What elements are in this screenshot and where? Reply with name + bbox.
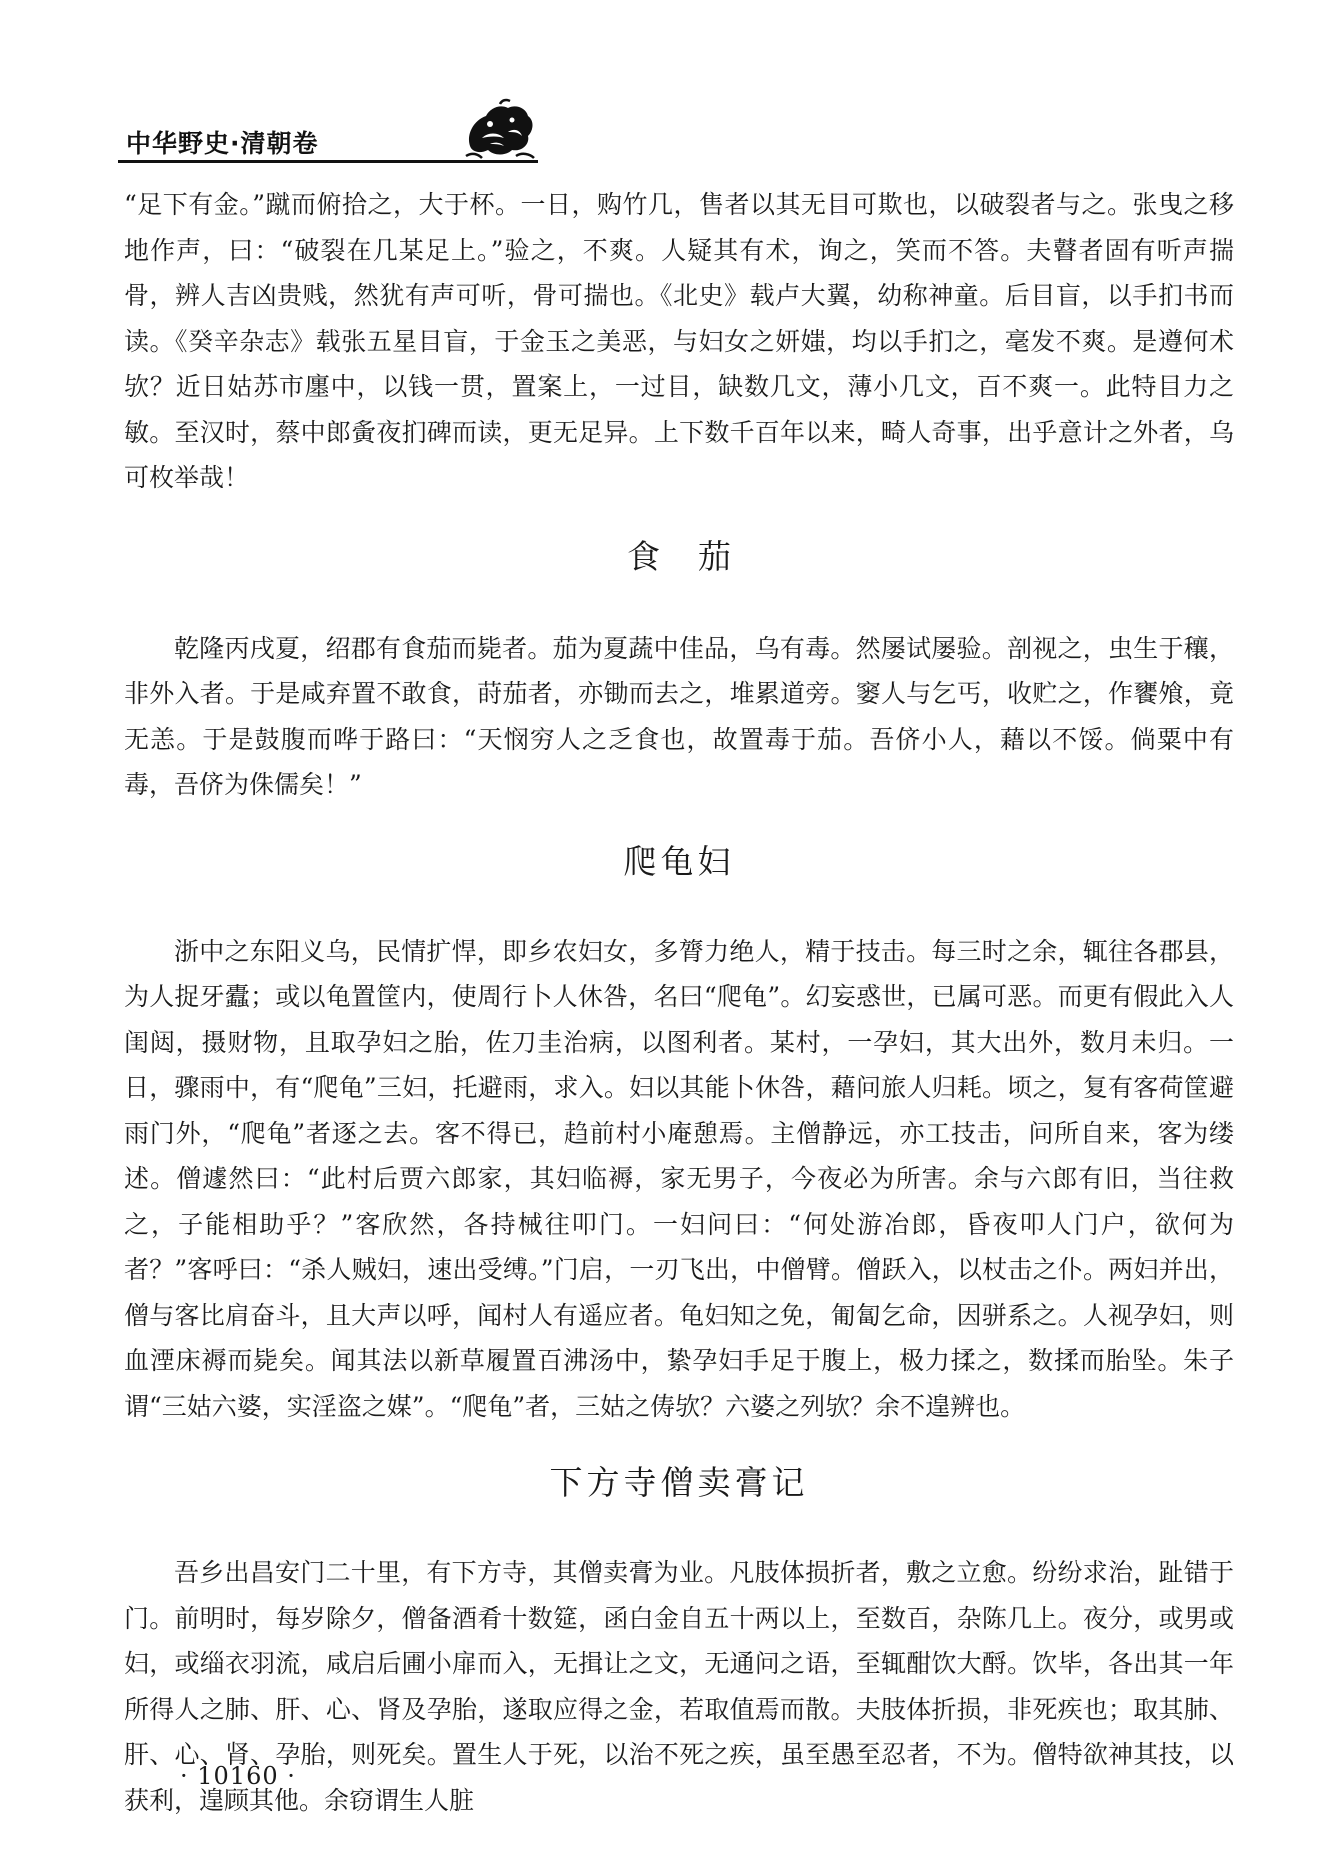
book-title: 中华野史·清朝卷 <box>126 129 319 158</box>
section-paragraph-paguifu: 浙中之东阳义乌，民情扩悍，即乡农妇女，多膂力绝人，精于技击。每三时之余，辄往各郡县，为人捉牙蠹；或以龟置筐内，使周行卜人休咎，名曰“爬龟”。幻妄惑世，已属可恶。而更有假此入人闺闼，摄财物，且取孕妇之胎，佐刀圭治病，以图利者。某村，一孕妇，其大出外，数月未归。一日，骤雨中，有“爬龟”三妇，托避雨，求入。妇以其能卜休咎，藉问旅人归耗。顷之，复有客荷筐避雨门外，“爬龟”者逐之去。客不得已，趋前村小庵憩焉。主僧静远，亦工技击，问所自来，客为缕述。僧遽然曰：“此村后贾六郎家，其妇临褥，家无男子，今夜必为所害。余与六郎有旧，当往救之，子能相助乎？”客欣然，各持械往叩门。一妇问曰：“何处游冶郎，昏夜叩人门户，欲何为者？”客呼曰：“杀人贼妇，速出受缚。”门启，一刃飞出，中僧臂。僧跃入，以杖击之仆。两妇并出，僧与客比肩奋斗，且大声以呼，闻村人有遥应者。龟妇知之免，匍匐乞命，因骈系之。人视孕妇，则血湮床褥而毙矣。闻其法以新草履置百沸汤中，絷孕妇手足于腹上，极力揉之，数揉而胎坠。朱子谓“三姑六婆，实淫盗之媒”。“爬龟”者，三姑之俦欤？六婆之列欤？余不遑辨也。 <box>124 936 1234 1421</box>
section-title-xiafangsi: 下方寺僧卖膏记 <box>549 1463 809 1502</box>
section-title-paguifu: 爬龟妇 <box>623 841 735 881</box>
header-rule <box>118 160 538 163</box>
section-paragraph-xiafangsi: 吾乡出昌安门二十里，有下方寺，其僧卖膏为业。凡肢体损折者，敷之立愈。纷纷求治，趾错于门。前明时，每岁除夕，僧备酒肴十数筵，函白金自五十两以上，至数百，杂陈几上。夜分，或男或妇，或缁衣羽流，咸启后圃小扉而入，无揖让之文，无通问之语，至辄酣饮大酹。饮毕，各出其一年所得人之肺、肝、心、肾及孕胎，遂取应得之金，若取值焉而散。夫肢体折损，非死疾也；取其肺、肝、心、肾、孕胎，则死矣。置生人于死，以治不死之疾，虽至愚至忍者，不为。僧特欲神其技，以获利，遑顾其他。余窃谓生人脏 <box>124 1558 1234 1815</box>
section-paragraph-shiqie: 乾隆丙戌夏，绍郡有食茄而毙者。茄为夏蔬中佳品，乌有毒。然屡试屡验。剖视之，虫生于穰，非外入者。于是咸弃置不敢食，莳茄者，亦锄而去之，堆累道旁。窭人与乞丐，收贮之，作饔飧，竟无恙。于是鼓腹而哗于路曰：“天悯穷人之乏食也，故置毒于茄。吾侪小人，藉以不馁。倘粟中有毒，吾侪为侏儒矣！” <box>124 633 1234 799</box>
section-title-shiqie: 食茄 <box>627 536 769 576</box>
intro-paragraph: “足下有金。”蹴而俯拾之，大于杯。一日，购竹几，售者以其无目可欺也，以破裂者与之。张曳之移地作声，曰：“破裂在几某足上。”验之，不爽。人疑其有术，询之，笑而不答。夫瞽者固有听声揣骨，辨人吉凶贵贱，然犹有声可听，骨可揣也。《北史》载卢大翼，幼称神童。后目盲，以手扪书而读。《癸辛杂志》载张五星目盲，于金玉之美恶，与妇女之妍媸，均以手扪之，毫发不爽。是遵何术欤？近日姑苏市廛中，以钱一贯，置案上，一过目，缺数几文，薄小几文，百不爽一。此特目力之敏。至汉时，蔡中郎夤夜扪碑而读，更无足异。上下数千百年以来，畸人奇事，出乎意计之外者，乌可枚举哉！ <box>124 190 1234 492</box>
page-body <box>124 182 1234 1823</box>
dragon-emblem-icon <box>460 98 538 160</box>
page-number: · 10160 · <box>180 1762 296 1790</box>
running-header <box>118 98 538 172</box>
